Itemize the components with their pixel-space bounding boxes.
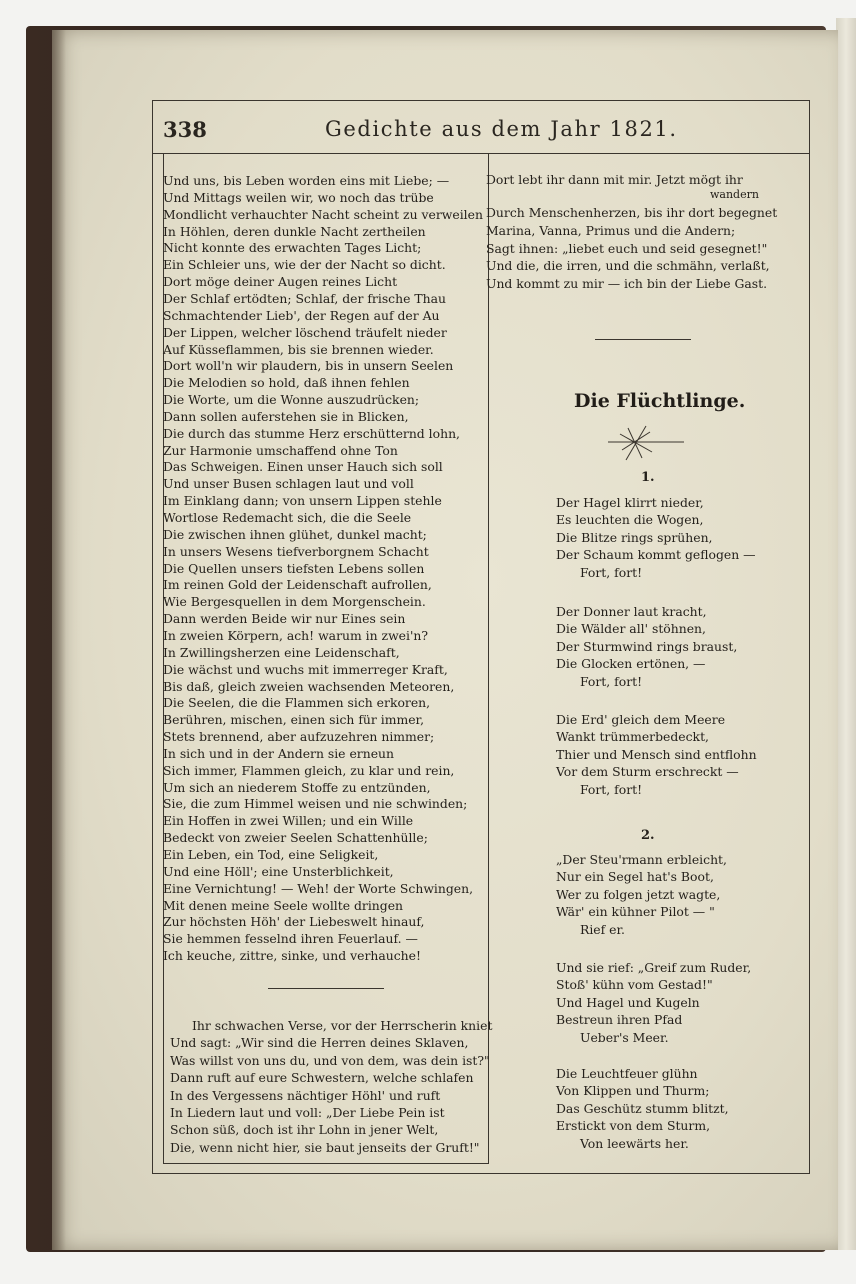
poem-line: Und Hagel und Kugeln [556,994,700,1010]
verse-line: Ein Schleier uns, wie der der Nacht so dicht. [163,257,446,273]
page-edges [836,18,856,1250]
poem-line: Stoß' kühn vom Gestad!" [556,977,713,993]
poem-line: Bestreun ihren Pfad [556,1012,683,1028]
verse-line: Bedeckt von zweier Seelen Schattenhülle; [163,830,428,846]
left-section-rule [268,988,384,989]
poem-line: Fort, fort! [580,781,643,797]
verse-line: Dort möge deiner Augen reines Licht [163,274,398,290]
verse-line: Die Melodien so hold, daß ihnen fehlen [163,375,410,391]
poem-line: Erstickt von dem Sturm, [556,1118,711,1134]
page-number: 338 [163,117,207,142]
ornament-icon [606,424,686,464]
verse-line: In unsers Wesens tiefverborgnem Schacht [163,543,429,559]
verse-line: Und die, die irren, und die schmähn, verlaßt, [486,258,770,274]
verse-line: In Höhlen, deren dunkle Nacht zertheilen [163,223,426,239]
verse-line: Die wächst und wuchs mit immerreger Kraft, [163,661,448,677]
verse-line: Und Mittags weilen wir, wo noch das trübe [163,189,434,205]
verse-line: Stets brennend, aber aufzuzehren nimmer; [163,729,435,745]
verse-line: Mondlicht verhauchter Nacht scheint zu verweilen [163,206,483,222]
verse-line: Zur Harmonie umschaffend ohne Ton [163,442,398,458]
poem-line: Rief er. [580,921,625,937]
verse-line: In des Vergessens nächtiger Höhl' und ruft [170,1087,441,1103]
verse-line: Die Quellen unsers tiefsten Lebens sollen [163,560,425,576]
poem-title: Die Flüchtlinge. [574,390,746,412]
page-gutter-shadow [52,30,66,1250]
verse-line: Und sagt: „Wir sind die Herren deines Sklaven, [170,1035,469,1051]
poem-line: Nur ein Segel hat's Boot, [556,869,714,885]
verse-line: Und uns, bis Leben worden eins mit Liebe; — [163,173,450,188]
verse-line: Dann sollen auferstehen sie in Blicken, [163,408,409,424]
verse-line: Marina, Vanna, Primus und die Andern; [486,222,736,238]
verse-line: In sich und in der Andern sie erneun [163,745,394,761]
poem-line: Der Donner laut kracht, [556,604,707,619]
verse-line: Die zwischen ihnen glühet, dunkel macht; [163,526,427,542]
poem-line: Vor dem Sturm erschreckt — [556,764,739,780]
verse-line: Schon süß, doch ist ihr Lohn in jener Welt, [170,1122,439,1138]
poem-line: Wankt trümmerbedeckt, [556,729,709,745]
verse-line: Dort lebt ihr dann mit mir. Jetzt mögt ihr [486,172,743,187]
verse-line: Um sich an niederem Stoffe zu entzünden, [163,779,431,795]
verse-line: Ein Hoffen in zwei Willen; und ein Wille [163,813,414,829]
verse-line: In zweien Körpern, ach! warum in zwei'n? [163,627,428,643]
verse-line: Dann werden Beide wir nur Eines sein [163,611,406,627]
verse-line: Zur höchsten Höh' der Liebeswelt hinauf, [163,914,425,930]
verse-line: Dort woll'n wir plaudern, bis in unsern Seelen [163,358,454,374]
poem-line: Wär' ein kühner Pilot — " [556,904,715,920]
verse-line: Das Schweigen. Einen unser Hauch sich soll [163,459,443,475]
verse-line: Sie hemmen fesselnd ihren Feuerlauf. — [163,931,418,947]
verse-line: Der Lippen, welcher löschend träufelt nieder [163,324,447,340]
verse-line: Schmachtender Lieb', der Regen auf der Au [163,307,440,323]
verse-line: Die Worte, um die Wonne auszudrücken; [163,392,420,408]
verse-line: Die durch das stumme Herz erschütternd lohn, [163,425,460,441]
verse-line: Sie, die zum Himmel weisen und nie schwinden; [163,796,468,812]
poem-line: Es leuchten die Wogen, [556,512,704,528]
poem-line: Wer zu folgen jetzt wagte, [556,886,721,902]
verse-line: Wie Bergesquellen in dem Morgenschein. [163,594,426,610]
verse-line: Und kommt zu mir — ich bin der Liebe Gast. [486,276,768,292]
section-number-1: 1. [641,470,655,485]
verse-line: Nicht konnte des erwachten Tages Licht; [163,240,422,256]
verse-line: Sich immer, Flammen gleich, zu klar und rein, [163,762,455,778]
section-number-2: 2. [641,828,655,843]
verse-line: Die, wenn nicht hier, sie baut jenseits der Gruft!" [170,1139,480,1155]
verse-line: Eine Vernichtung! — Weh! der Worte Schwingen, [163,880,474,896]
verse-line: Und eine Höll'; eine Unsterblichkeit, [163,863,394,879]
poem-line: Die Blitze rings sprühen, [556,529,713,545]
verse-line: Dann ruft auf eure Schwestern, welche schlafen [170,1070,474,1086]
poem-line: Die Wälder all' stöhnen, [556,621,706,637]
verse-line: Bis daß, gleich zweien wachsenden Meteoren, [163,678,455,694]
verse-line: Ein Leben, ein Tod, eine Seligkeit, [163,847,379,862]
poem-line: Fort, fort! [580,564,643,580]
poem-line: Die Leuchtfeuer glühn [556,1066,698,1081]
page-header [153,101,809,154]
verse-line: Mit denen meine Seele wollte dringen [163,897,404,913]
verse-line: Der Schlaf ertödten; Schlaf, der frische Thau [163,290,446,306]
verse-line: Auf Küsseflammen, bis sie brennen wieder. [163,341,434,357]
poem-line: Der Schaum kommt geflogen — [556,547,756,563]
verse-line: Was willst von uns du, und von dem, was dein ist?" [170,1052,490,1068]
poem-line: Von Klippen und Thurm; [556,1083,710,1099]
verse-line: In Liedern laut und voll: „Der Liebe Pein ist [170,1105,445,1120]
verse-line: In Zwillingsherzen eine Leidenschaft, [163,644,400,660]
verse-line: wandern [710,188,759,201]
poem-line: Der Hagel klirrt nieder, [556,495,704,510]
poem-line: Die Erd' gleich dem Meere [556,712,726,727]
poem-line: Von leewärts her. [580,1135,689,1151]
verse-line: Wortlose Redemacht sich, die die Seele [163,510,412,525]
verse-line: Sagt ihnen: „liebet euch und seid gesegnet!" [486,240,768,256]
verse-line: Im reinen Gold der Leidenschaft aufrollen, [163,577,432,593]
poem-line: Thier und Mensch sind entflohn [556,746,757,762]
verse-line: Und unser Busen schlagen laut und voll [163,476,414,492]
verse-line: Durch Menschenherzen, bis ihr dort begegnet [486,205,778,220]
poem-line: „Der Steu'rmann erbleicht, [556,852,727,867]
poem-line: Und sie rief: „Greif zum Ruder, [556,960,752,975]
poem-line: Ueber's Meer. [580,1029,669,1045]
right-section-rule [595,339,691,340]
poem-line: Der Sturmwind rings braust, [556,638,738,654]
running-title: Gedichte aus dem Jahr 1821. [325,117,678,141]
poem-line: Die Glocken ertönen, — [556,656,706,672]
poem-line: Fort, fort! [580,673,643,689]
verse-line: Ihr schwachen Verse, vor der Herrscherin kniet [192,1018,493,1033]
verse-line: Im Einklang dann; von unsern Lippen stehle [163,493,442,509]
verse-line: Die Seelen, die die Flammen sich erkoren, [163,695,431,711]
verse-line: Ich keuche, zittre, sinke, und verhauche! [163,948,421,964]
poem-line: Das Geschütz stumm blitzt, [556,1100,729,1116]
verse-line: Berühren, mischen, einen sich für immer, [163,712,425,728]
